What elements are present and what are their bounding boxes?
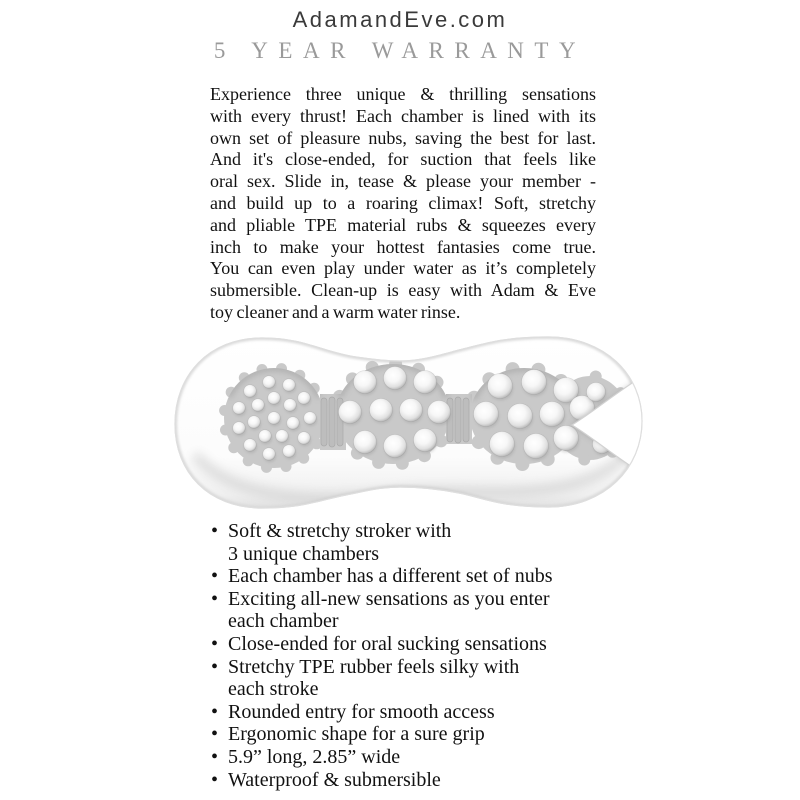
feature-text bbox=[228, 701, 495, 724]
description-line: toy cleaner and a warm water rinse. bbox=[210, 301, 461, 322]
feature-text bbox=[228, 769, 441, 792]
feature-text bbox=[228, 656, 519, 701]
feature-line: Waterproof & submersible bbox=[228, 768, 441, 791]
feature-item bbox=[211, 565, 611, 588]
bullet-glyph: • bbox=[211, 768, 219, 791]
feature-line: Rounded entry for smooth access bbox=[228, 700, 495, 723]
bullet-glyph: • bbox=[211, 587, 219, 610]
feature-item bbox=[211, 633, 611, 656]
description-line: You can even play under water as it’s completely bbox=[210, 258, 596, 279]
feature-item bbox=[211, 701, 611, 724]
bullet-glyph: • bbox=[211, 520, 219, 542]
feature-line: 3 unique chambers bbox=[228, 542, 380, 565]
feature-item bbox=[211, 769, 611, 792]
feature-item bbox=[211, 746, 611, 769]
feature-line: Ergonomic shape for a sure grip bbox=[228, 723, 485, 746]
bullet-glyph: • bbox=[211, 632, 219, 655]
bullet-glyph: • bbox=[211, 745, 219, 768]
description-line: Experience three unique & thrilling sensations bbox=[210, 84, 596, 104]
feature-text bbox=[228, 520, 451, 565]
description-line: and pliable TPE material rubs & squeezes every bbox=[210, 214, 596, 235]
bullet-glyph: • bbox=[211, 700, 219, 723]
description-line: and build up to a roaring climax! Soft, stretchy bbox=[210, 192, 596, 213]
description-line: oral sex. Slide in, tease & please your member - bbox=[210, 171, 596, 192]
description-line: with every thrust! Each chamber is lined with its bbox=[210, 105, 596, 126]
bullet-glyph: • bbox=[211, 565, 219, 588]
feature-line: Exciting all-new sensations as you enter bbox=[228, 587, 550, 610]
description-line: own set of pleasure nubs, saving the best for last. bbox=[210, 127, 596, 148]
feature-line: each chamber bbox=[228, 610, 339, 633]
feature-line: Each chamber has a different set of nubs bbox=[228, 565, 553, 588]
warranty-heading: 5 YEAR WARRANTY bbox=[213, 38, 587, 63]
feature-line: Close-ended for oral sucking sensations bbox=[228, 632, 547, 655]
feature-list bbox=[211, 520, 611, 791]
product-description bbox=[210, 84, 596, 324]
feature-line: each stroke bbox=[228, 678, 319, 701]
feature-item bbox=[211, 520, 611, 565]
feature-line: 5.9” long, 2.85” wide bbox=[228, 745, 401, 768]
feature-line: Soft & stretchy stroker with bbox=[228, 520, 452, 542]
feature-item bbox=[211, 656, 611, 701]
description-line: submersible. Clean-up is easy with Adam & Eve bbox=[210, 280, 596, 301]
description-line: And it's close-ended, for suction that feels like bbox=[210, 149, 596, 170]
description-line: inch to make your hottest fantasies come true. bbox=[210, 236, 596, 257]
feature-line: Stretchy TPE rubber feels silky with bbox=[228, 655, 520, 678]
feature-item bbox=[211, 588, 611, 633]
site-title: AdamandEve.com bbox=[292, 7, 508, 32]
feature-text bbox=[228, 723, 485, 746]
feature-text bbox=[228, 588, 550, 633]
bullet-glyph: • bbox=[211, 655, 219, 678]
feature-item bbox=[211, 723, 611, 746]
product-cutaway-illustration bbox=[150, 330, 650, 520]
feature-text bbox=[228, 633, 547, 656]
bullet-glyph: • bbox=[211, 723, 219, 746]
feature-text bbox=[228, 565, 553, 588]
feature-text bbox=[228, 746, 400, 769]
